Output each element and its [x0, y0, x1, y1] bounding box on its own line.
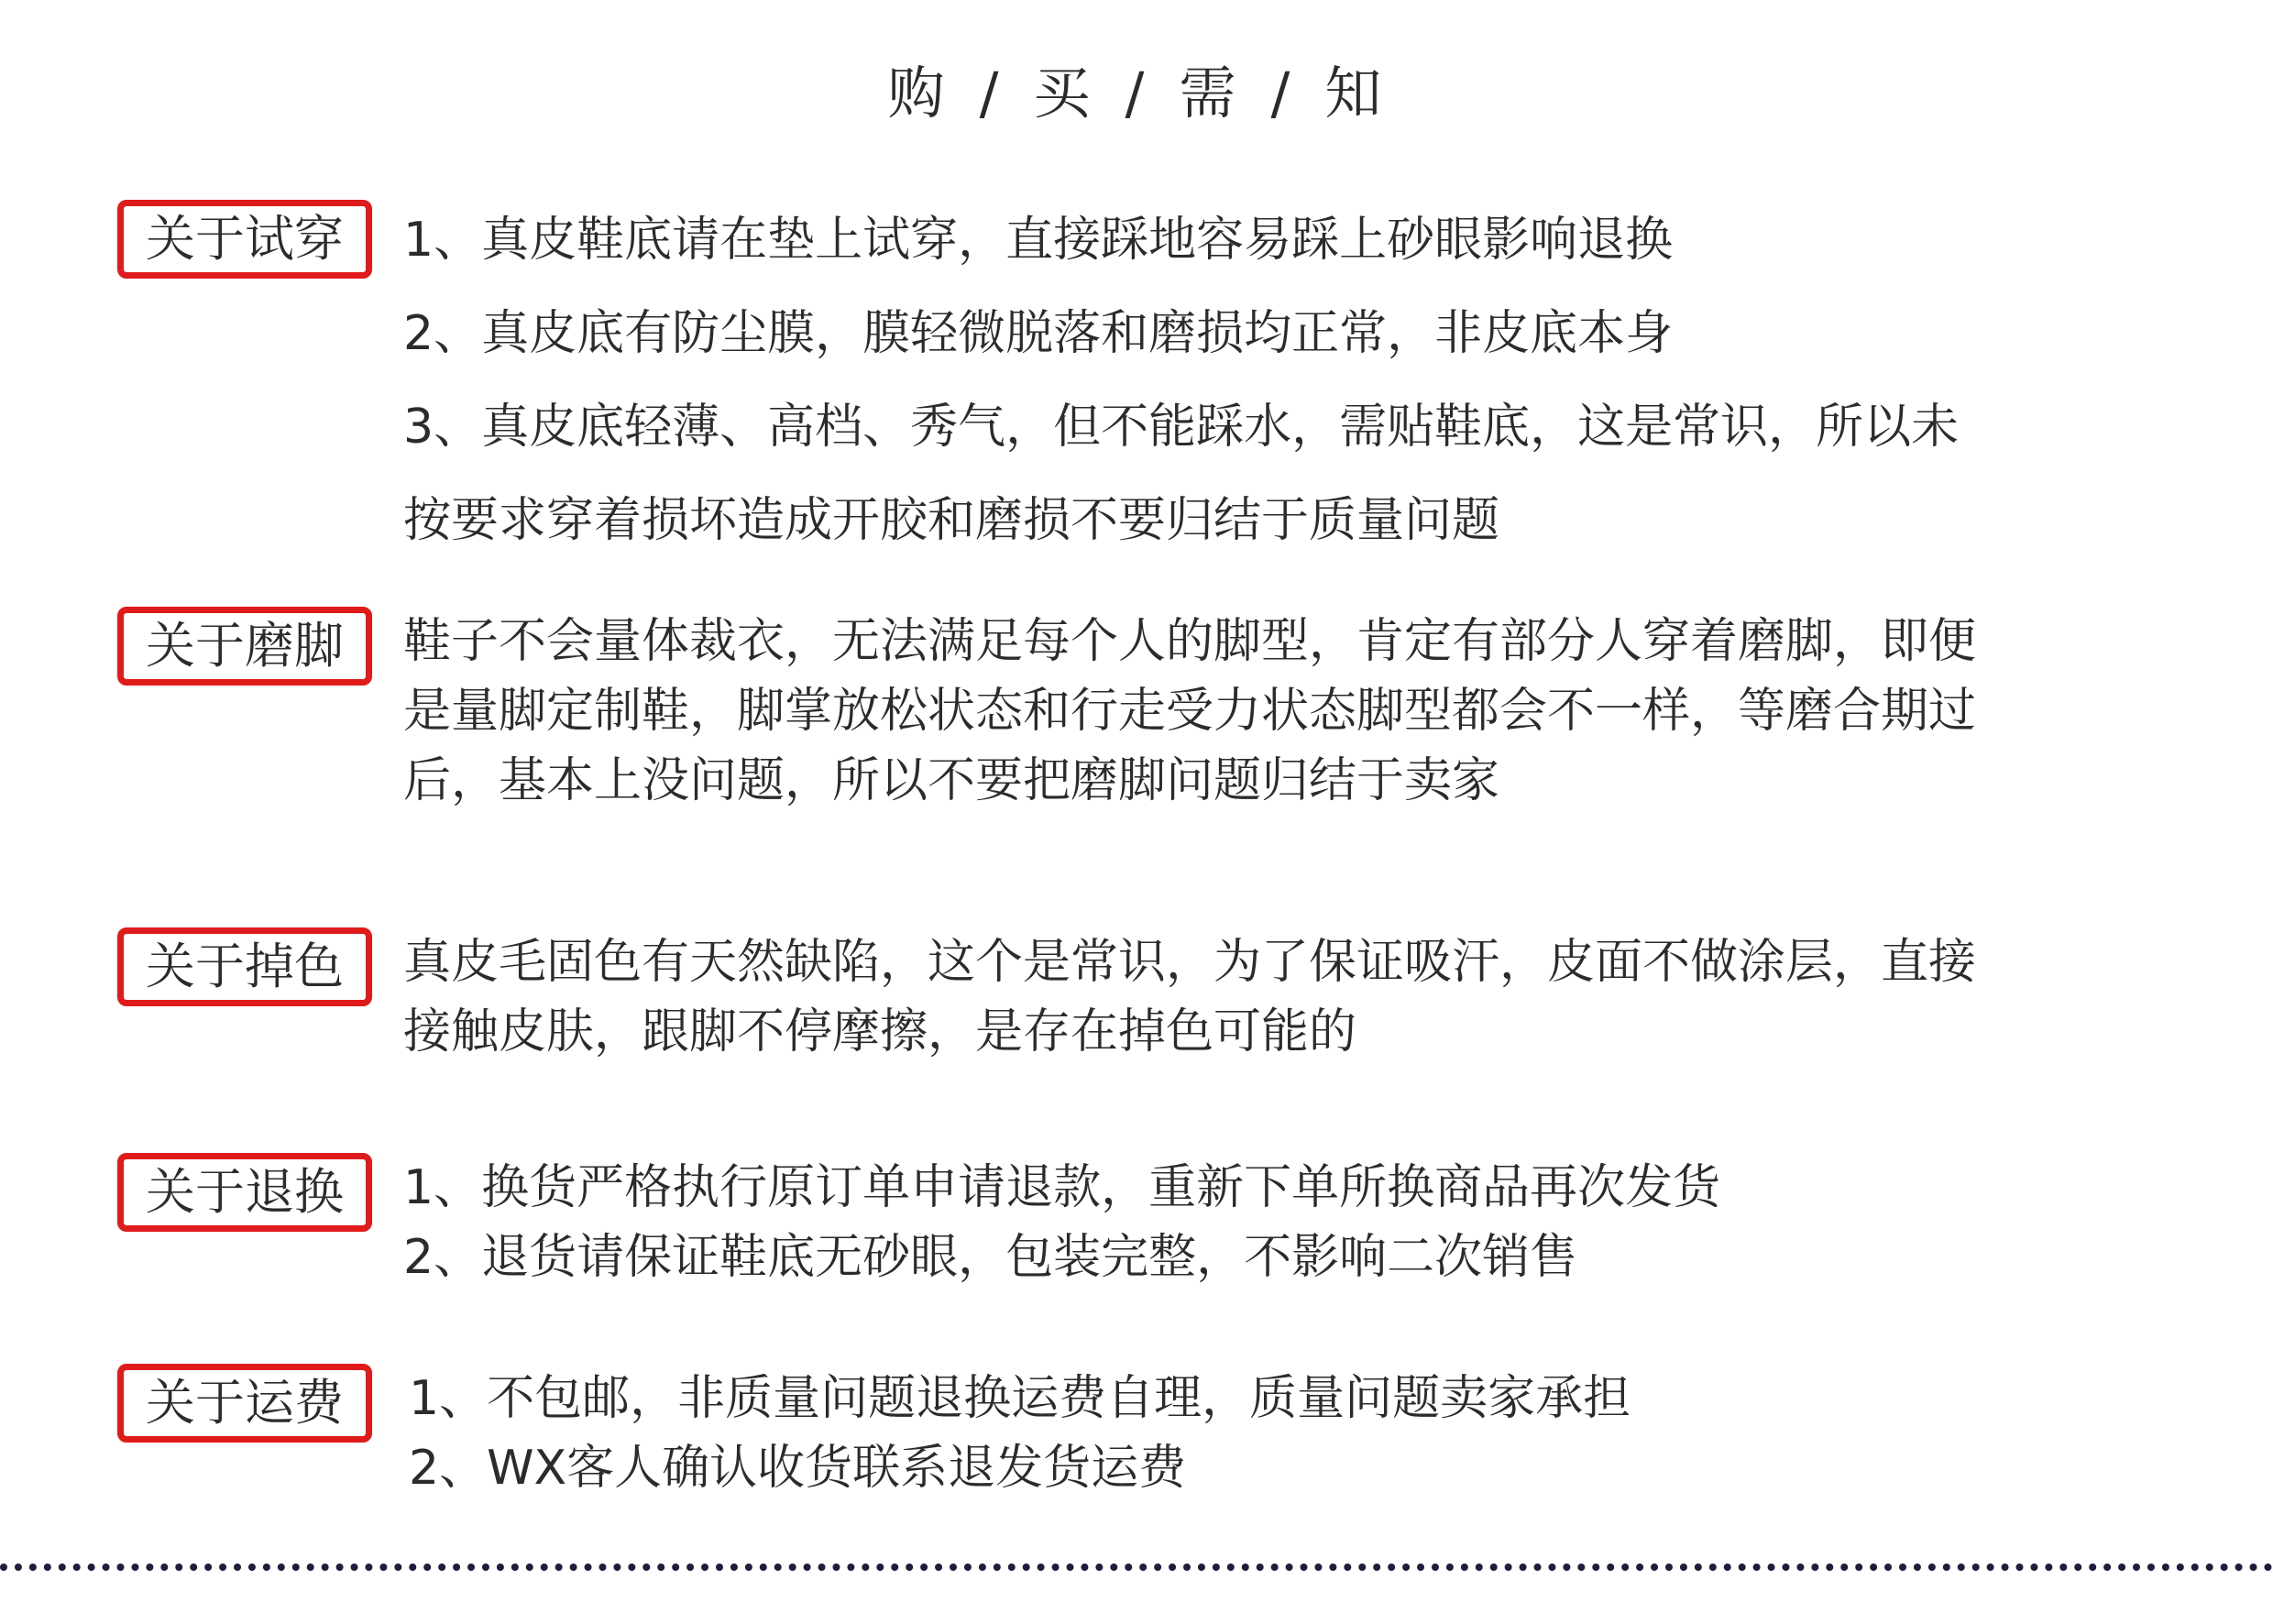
- tag-rub: 关于磨脚: [117, 607, 372, 686]
- content-line: 2、WX客人确认收货联系退发货运费: [409, 1441, 1187, 1496]
- content-line: 接触皮肤，跟脚不停摩擦，是存在掉色可能的: [403, 1004, 1357, 1059]
- tag-return: 关于退换: [117, 1153, 372, 1232]
- section-content: [403, 927, 2181, 1067]
- title-separator: /: [1270, 60, 1294, 126]
- content-line: 鞋子不会量体裁衣，无法满足每个人的脚型，肯定有部分人穿着磨脚，即便: [403, 614, 1977, 669]
- title-char: 需: [1179, 60, 1240, 126]
- tag-shipping: 关于运费: [117, 1364, 372, 1443]
- content-line: 1、真皮鞋底请在垫上试穿，直接踩地容易踩上砂眼影响退换: [403, 213, 1674, 268]
- dotted-divider: [0, 1564, 2273, 1571]
- content-line: 按要求穿着损坏造成开胶和磨损不要归结于质量问题: [403, 493, 1500, 548]
- title-char: 购: [887, 60, 949, 126]
- content-line: 1、换货严格执行原订单申请退款，重新下单所换商品再次发货: [403, 1160, 1721, 1215]
- title-separator: /: [979, 60, 1003, 126]
- title-separator: /: [1125, 60, 1148, 126]
- section-content: [403, 607, 2181, 816]
- section-content: [403, 1153, 2181, 1292]
- section-content: [409, 1364, 2187, 1503]
- content-line: 2、退货请保证鞋底无砂眼，包装完整，不影响二次销售: [403, 1230, 1578, 1285]
- page-title: [0, 48, 2273, 129]
- content-line: 3、真皮底轻薄、高档、秀气，但不能踩水，需贴鞋底，这是常识，所以未: [403, 400, 1960, 455]
- content-line: 真皮毛固色有天然缺陷，这个是常识，为了保证吸汗，皮面不做涂层，直接: [403, 935, 1977, 990]
- tag-trial: 关于试穿: [117, 200, 372, 279]
- content-line: 2、真皮底有防尘膜，膜轻微脱落和磨损均正常，非皮底本身: [403, 306, 1674, 361]
- tag-fade: 关于掉色: [117, 927, 372, 1006]
- title-char: 知: [1324, 60, 1386, 126]
- title-char: 买: [1033, 60, 1094, 126]
- content-line: 后，基本上没问题，所以不要把磨脚问题归结于卖家: [403, 753, 1500, 808]
- section-content: [403, 200, 2181, 574]
- content-line: 是量脚定制鞋，脚掌放松状态和行走受力状态脚型都会不一样，等磨合期过: [403, 684, 1977, 739]
- content-line: 1、不包邮，非质量问题退换运费自理，质量问题卖家承担: [409, 1371, 1631, 1426]
